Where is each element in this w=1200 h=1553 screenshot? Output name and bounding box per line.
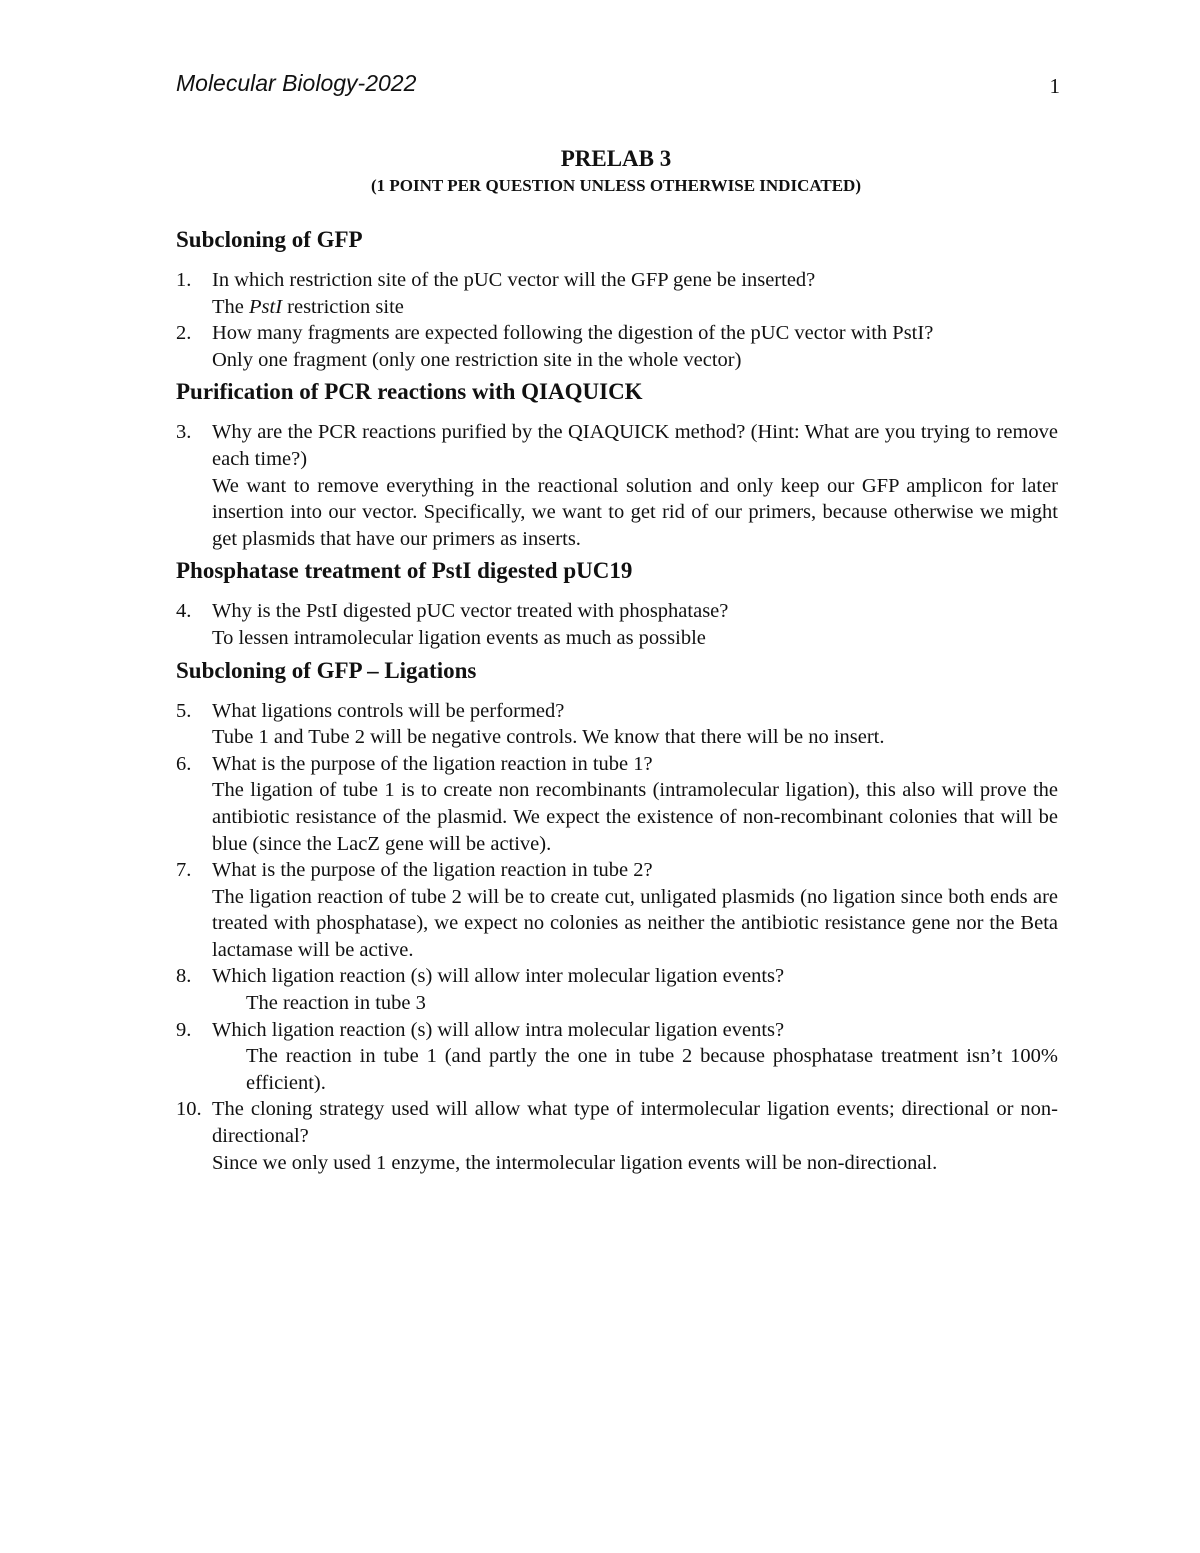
question-text: Which ligation reaction (s) will allow inter molecular ligation events? (212, 965, 785, 988)
question-text: The cloning strategy used will allow what type of intermolecular ligation events; directional or non-directional? (212, 1098, 1058, 1148)
running-header: Molecular Biology-2022 (176, 70, 417, 96)
question-number: 2. (176, 322, 192, 345)
answer-text: The reaction in tube 1 (and partly the one in tube 2 because phosphatase treatment isn’t 100% efficient). (246, 1045, 1058, 1094)
answer-text (212, 294, 1058, 321)
question-text: Why is the PstI digested pUC vector treated with phosphatase? (212, 600, 729, 623)
question-text: What is the purpose of the ligation reaction in tube 2? (212, 859, 653, 882)
document-subtitle: (1 POINT PER QUESTION UNLESS OTHERWISE INDICATED) (371, 176, 861, 195)
answer-text: Since we only used 1 enzyme, the intermolecular ligation events will be non-directional. (212, 1151, 938, 1174)
question-number: 3. (176, 421, 192, 444)
section-heading: Subcloning of GFP – Ligations (176, 657, 477, 683)
question-item (176, 419, 1058, 552)
question-list (176, 267, 1058, 373)
question-item (176, 751, 1058, 857)
answer-text-part: The (212, 295, 249, 318)
question-item (176, 267, 1058, 320)
question-number: 1. (176, 269, 192, 291)
section-heading: Phosphatase treatment of PstI digested pUC19 (176, 558, 633, 584)
question-item (176, 698, 1058, 751)
page-number: 1 (1049, 74, 1060, 98)
question-number: 4. (176, 600, 192, 623)
section-ligations (176, 656, 1058, 1177)
question-item (176, 963, 1058, 1016)
question-number: 7. (176, 859, 192, 882)
answer-text: Only one fragment (only one restriction site in the whole vector) (212, 348, 742, 371)
question-item (176, 1096, 1058, 1176)
question-number: 9. (176, 1018, 192, 1041)
title-block (176, 144, 1056, 198)
question-list (176, 419, 1058, 552)
section-heading: Purification of PCR reactions with QIAQUICK (176, 379, 643, 405)
section-subcloning-gfp (176, 225, 1058, 373)
question-text: Which ligation reaction (s) will allow intra molecular ligation events? (212, 1018, 785, 1041)
document-title: PRELAB 3 (560, 146, 672, 171)
question-number: 5. (176, 699, 192, 722)
question-text: How many fragments are expected following the digestion of the pUC vector with PstI? (212, 322, 934, 345)
section-heading: Subcloning of GFP (176, 227, 363, 252)
question-text: Why are the PCR reactions purified by the QIAQUICK method? (Hint: What are you trying to remove each time?) (212, 421, 1058, 470)
question-number: 6. (176, 752, 192, 775)
question-item (176, 598, 1058, 651)
question-text: What is the purpose of the ligation reaction in tube 1? (212, 752, 653, 775)
answer-text: Tube 1 and Tube 2 will be negative controls. We know that there will be no insert. (212, 726, 885, 749)
answer-text-italic: PstI (249, 295, 283, 318)
question-list (176, 698, 1058, 1177)
question-list (176, 598, 1058, 651)
section-phosphatase-treatment (176, 556, 1058, 651)
answer-text: We want to remove everything in the reactional solution and only keep our GFP amplicon for later insertion into our vector. Specifically, we want to get rid of our primers, because otherwise we might get plasmids that have our primers as inserts. (212, 474, 1058, 550)
question-text: In which restriction site of the pUC vector will the GFP gene be inserted? (212, 269, 816, 291)
section-purification-pcr (176, 377, 1058, 552)
document-body (176, 225, 1058, 1180)
question-number: 10. (176, 1098, 202, 1121)
answer-text: The reaction in tube 3 (246, 992, 426, 1015)
question-item (176, 1017, 1058, 1097)
question-item (176, 857, 1058, 963)
answer-text-part: restriction site (282, 295, 404, 318)
answer-text: To lessen intramolecular ligation events as much as possible (212, 626, 706, 649)
question-text: What ligations controls will be performed? (212, 699, 565, 722)
question-number: 8. (176, 965, 192, 988)
question-item (176, 320, 1058, 373)
answer-text: The ligation of tube 1 is to create non recombinants (intramolecular ligation), this also will prove the antibiotic resistance of the plasmid. We expect the existence of non-recombinant colonies that will be blue (since the LacZ gene will be active). (212, 779, 1058, 855)
answer-text: The ligation reaction of tube 2 will be to create cut, unligated plasmids (no ligation since both ends are treated with phosphatase), we expect no colonies as neither the antibiotic resistance gene nor the Beta lactamase will be active. (212, 885, 1058, 961)
